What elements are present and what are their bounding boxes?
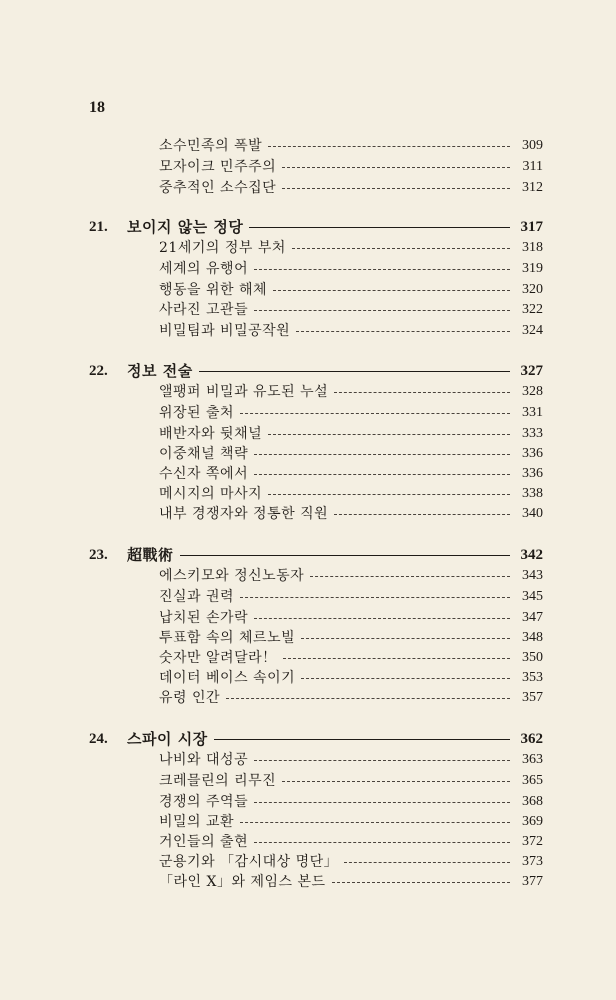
dot-leader [240,413,510,414]
toc-entry [159,831,543,853]
entry-title: 앨팽퍼 비밀과 유도된 누설 [159,384,329,400]
toc-entry [159,381,543,403]
chapter-page: 317 [520,219,543,235]
chapter-heading [89,216,543,238]
toc-entry [159,463,543,485]
dot-leader [292,248,510,249]
chapter-page: 327 [520,363,543,379]
entry-title: 행동을 위한 해체 [159,282,268,298]
chapter-number: 24. [89,731,108,747]
dot-leader [282,167,510,168]
entry-page: 328 [522,384,543,399]
toc-entry [159,237,543,259]
entry-title: 유령 인간 [159,690,221,706]
dot-leader [268,494,510,495]
toc-entry [159,258,543,280]
toc-entry [159,811,543,833]
dot-leader [268,434,510,435]
dot-leader [254,474,510,475]
chapter-title: 超戰術 [127,546,174,564]
entry-page: 347 [522,610,543,625]
entry-page: 343 [522,568,543,583]
page-number: 18 [89,99,105,116]
toc-entry [159,483,543,505]
chapter-number: 22. [89,363,108,379]
entry-page: 322 [522,302,543,317]
dot-leader [283,658,510,659]
toc-entry [159,156,543,178]
entry-title: 중추적인 소수집단 [159,180,277,196]
entry-title: 21세기의 정부 부처 [159,240,286,256]
entry-title: 「라인 X」와 제임스 본드 [159,874,326,890]
toc-entry [159,770,543,792]
entry-page: 353 [522,670,543,685]
chapter-heading [89,544,543,566]
dot-leader [268,146,510,147]
entry-title: 에스키모와 정신노동자 [159,568,305,584]
entry-page: 365 [522,773,543,788]
toc-entry [159,749,543,771]
entry-title: 사라진 고관들 [159,302,249,318]
entry-page: 345 [522,589,543,604]
toc-entry [159,627,543,649]
entry-page: 311 [522,159,543,174]
entry-page: 312 [522,180,543,195]
solid-leader [180,555,510,556]
entry-page: 357 [522,690,543,705]
chapter-page: 362 [520,731,543,747]
toc-entry [159,299,543,321]
toc-entry [159,687,543,709]
toc-entry [159,851,543,873]
entry-page: 319 [522,261,543,276]
entry-page: 331 [522,405,543,420]
entry-page: 318 [522,240,543,255]
toc-entry [159,402,543,424]
entry-page: 338 [522,486,543,501]
dot-leader [334,392,510,393]
dot-leader [273,290,510,291]
chapter-heading [89,360,543,382]
entry-title: 투표함 속의 체르노빌 [159,630,296,646]
entry-title: 데이터 베이스 속이기 [159,670,296,686]
entry-title: 배반자와 뒷채널 [159,426,263,442]
dot-leader [310,576,510,577]
dot-leader [254,454,510,455]
entry-page: 320 [522,282,543,297]
dot-leader [254,618,510,619]
entry-title: 수신자 쪽에서 [159,466,249,482]
chapter-title: 정보 전술 [127,362,193,380]
entry-title: 내부 경쟁자와 정통한 직원 [159,506,329,522]
entry-title: 거인들의 출현 [159,834,249,850]
entry-title: 군용기와 「감시대상 명단」 [159,854,339,870]
toc-entry [159,135,543,157]
chapter-heading [89,728,543,750]
entry-page: 324 [522,323,543,338]
entry-title: 소수민족의 폭발 [159,138,263,154]
entry-page: 368 [522,794,543,809]
dot-leader [254,310,510,311]
entry-page: 372 [522,834,543,849]
toc-entry [159,871,543,893]
toc-entry [159,586,543,608]
solid-leader [214,739,510,740]
chapter-number: 23. [89,547,108,563]
entry-page: 309 [522,138,543,153]
chapter-title: 보이지 않는 정당 [127,218,244,236]
dot-leader [226,698,510,699]
entry-title: 모자이크 민주주의 [159,159,277,175]
toc-entry [159,443,543,465]
toc-entry [159,565,543,587]
entry-title: 비밀팀과 비밀공작원 [159,323,291,339]
entry-page: 363 [522,752,543,767]
toc-entry [159,423,543,445]
entry-page: 377 [522,874,543,889]
solid-leader [199,371,510,372]
entry-page: 369 [522,814,543,829]
dot-leader [301,678,510,679]
entry-page: 333 [522,426,543,441]
dot-leader [240,822,510,823]
entry-page: 340 [522,506,543,521]
toc-entry [159,667,543,689]
dot-leader [254,760,510,761]
dot-leader [344,862,510,863]
entry-title: 진실과 권력 [159,589,235,605]
chapter-page: 342 [520,547,543,563]
entry-title: 비밀의 교환 [159,814,235,830]
toc-entry [159,320,543,342]
entry-title: 세계의 유행어 [159,261,249,277]
toc-entry [159,607,543,629]
dot-leader [296,331,510,332]
entry-page: 336 [522,466,543,481]
entry-title: 경쟁의 주역들 [159,794,249,810]
entry-page: 373 [522,854,543,869]
entry-page: 336 [522,446,543,461]
entry-title: 납치된 손가락 [159,610,249,626]
toc-entry [159,647,543,669]
dot-leader [240,597,510,598]
dot-leader [254,802,510,803]
entry-title: 크레믈린의 리무진 [159,773,277,789]
dot-leader [254,269,510,270]
chapter-number: 21. [89,219,108,235]
entry-page: 348 [522,630,543,645]
dot-leader [332,882,510,883]
dot-leader [334,514,510,515]
toc-entry [159,791,543,813]
entry-title: 이중채널 책략 [159,446,249,462]
entry-title: 위장된 출처 [159,405,235,421]
entry-page: 350 [522,650,543,665]
chapter-title: 스파이 시장 [127,730,208,748]
toc-entry [159,177,543,199]
solid-leader [249,227,510,228]
toc-entry [159,279,543,301]
dot-leader [282,188,510,189]
toc-entry [159,503,543,525]
entry-title: 나비와 대성공 [159,752,249,768]
entry-title: 메시지의 마사지 [159,486,263,502]
dot-leader [301,638,510,639]
dot-leader [254,842,510,843]
entry-title: 숫자만 알려달라！ [159,650,277,666]
dot-leader [282,781,510,782]
